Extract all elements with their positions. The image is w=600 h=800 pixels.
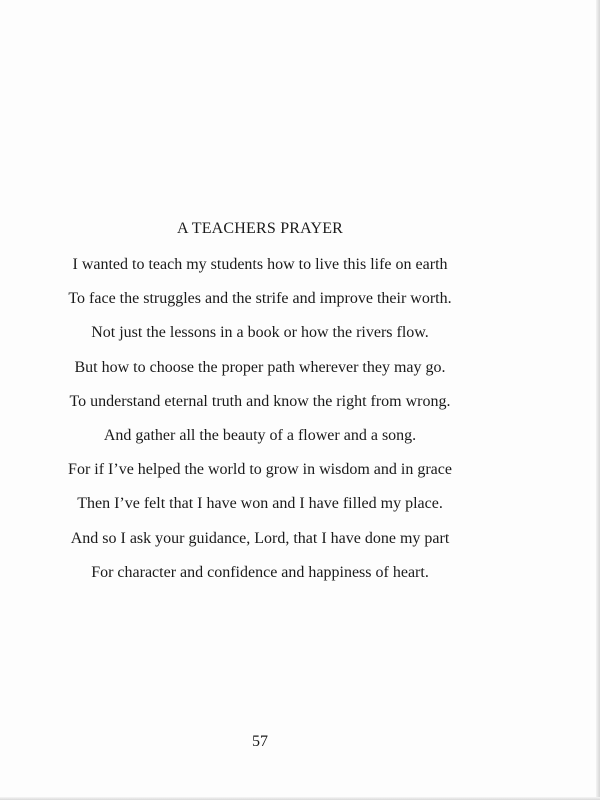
poem-line: For character and confidence and happiness of heart. [91, 563, 429, 581]
poem-line: And so I ask your guidance, Lord, that I have done my part [70, 529, 450, 547]
poem-line: For if I’ve helped the world to grow in wisdom and in grace [68, 461, 452, 479]
poem-line: And gather all the beauty of a flower and a song. [103, 426, 417, 444]
poem-line: To understand eternal truth and know the right from wrong. [69, 392, 451, 410]
poem-title: A TEACHERS PRAYER [176, 220, 344, 237]
poem-body [0, 253, 520, 595]
poem-line: Not just the lessons in a book or how the rivers flow. [91, 324, 429, 342]
poem-line: To face the struggles and the strife and improve their worth. [68, 290, 452, 308]
page-edge-right [596, 0, 600, 800]
poem-line: I wanted to teach my students how to live this life on earth [72, 256, 448, 273]
poem-line: But how to choose the proper path wherever they may go. [74, 358, 446, 376]
page-number: 57 [252, 733, 268, 750]
poem-line: Then I’ve felt that I have won and I have filled my place. [77, 495, 443, 513]
